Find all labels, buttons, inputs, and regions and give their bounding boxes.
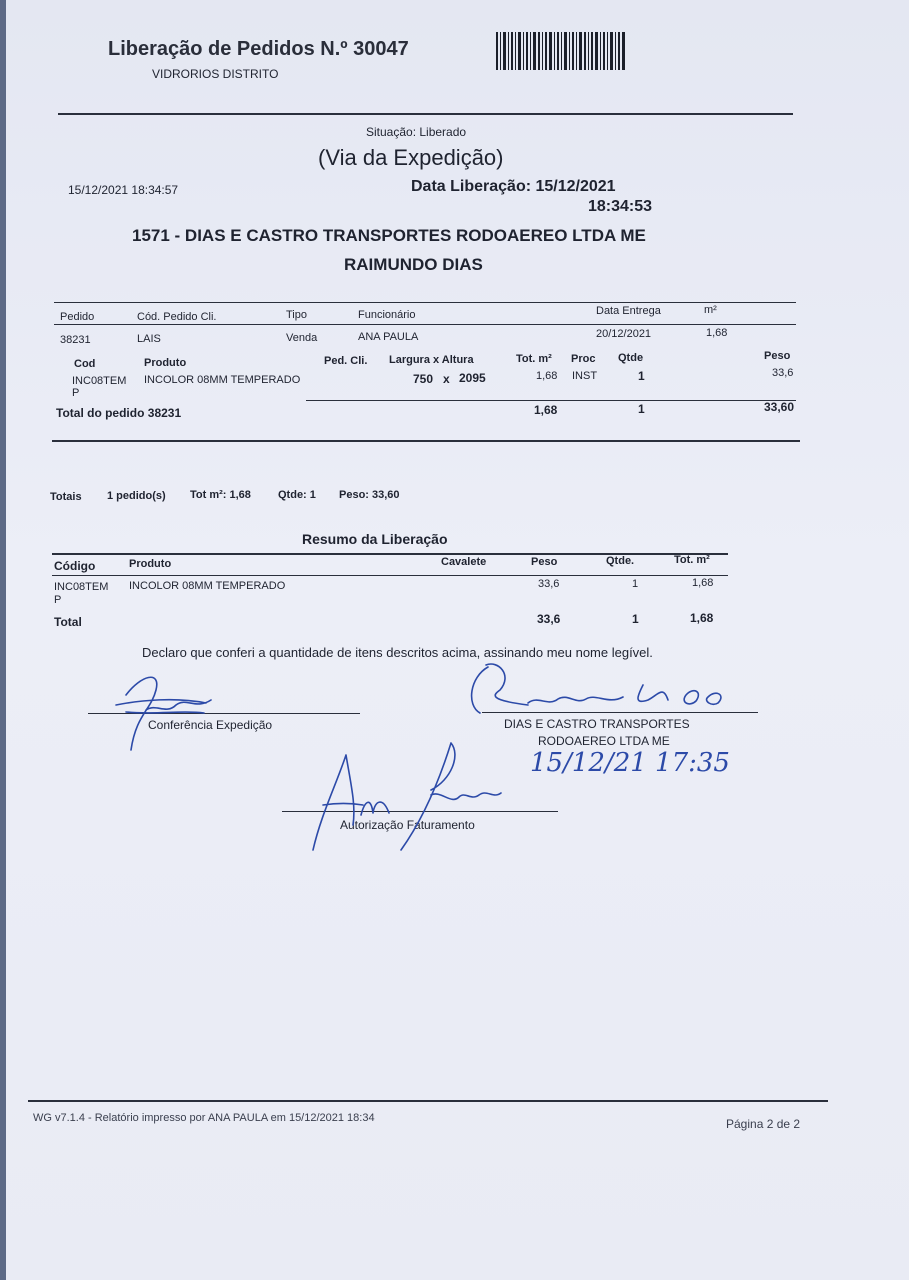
item-cod-line1: INC08TEM (72, 375, 127, 387)
via-label: (Via da Expedição) (318, 145, 504, 170)
situacao: Situação: Liberado (366, 125, 467, 139)
handwritten-signature-autorizacao (301, 735, 511, 860)
item-tot-m2: 1,68 (536, 370, 558, 382)
signature-client-line2: RODOAEREO LTDA ME (538, 734, 670, 748)
declaration-text: Declaro que conferi a quantidade de itens descritos acima, assinando meu nome legível. (142, 645, 653, 660)
signature-label-autorizacao: Autorização Faturamento (340, 818, 475, 832)
cod-pedido-cli-value: LAIS (137, 333, 161, 345)
resumo-col-codigo: Código (54, 559, 96, 573)
col-cod-pedido-cli: Cód. Pedido Cli. (137, 311, 217, 323)
barcode (496, 32, 626, 70)
resumo-total-qtde: 1 (632, 612, 639, 626)
col-data-entrega: Data Entrega (596, 305, 661, 317)
document-title: Liberação de Pedidos N.º 30047 (108, 38, 409, 60)
item-col-ped-cli: Ped. Cli. (324, 355, 368, 367)
item-altura: 2095 (459, 371, 486, 385)
header-divider (58, 113, 793, 115)
client-contact: RAIMUNDO DIAS (344, 255, 483, 274)
resumo-produto: INCOLOR 08MM TEMPERADO (129, 580, 286, 592)
signature-label-conferencia: Conferência Expedição (148, 718, 273, 732)
totais-tot-m2: Tot m²: 1,68 (190, 489, 251, 501)
resumo-header-line (52, 575, 728, 576)
totais-pedidos: 1 pedido(s) (107, 490, 166, 502)
resumo-qtde: 1 (632, 578, 639, 590)
col-funcionario: Funcionário (358, 309, 416, 321)
m2-value: 1,68 (706, 327, 728, 339)
item-x: x (443, 372, 450, 386)
data-liberacao: Data Liberação: 15/12/2021 (411, 178, 616, 195)
resumo-total-peso: 33,6 (537, 612, 561, 626)
resumo-total-label: Total (54, 615, 82, 629)
item-produto: INCOLOR 08MM TEMPERADO (144, 374, 301, 386)
totais-label: Totais (50, 491, 82, 503)
item-proc: INST (572, 370, 598, 382)
item-col-proc: Proc (571, 353, 596, 365)
resumo-total-tot-m2: 1,68 (690, 611, 714, 625)
item-col-produto: Produto (144, 357, 187, 369)
funcionario-value: ANA PAULA (358, 331, 419, 343)
totais-qtde: Qtde: 1 (278, 489, 316, 501)
item-qtde: 1 (638, 369, 645, 383)
signature-client-line1: DIAS E CASTRO TRANSPORTES (504, 717, 690, 731)
resumo-col-produto: Produto (129, 558, 172, 570)
client-name: 1571 - DIAS E CASTRO TRANSPORTES RODOAEREO LTDA ME (132, 226, 646, 245)
printed-datetime: 15/12/2021 18:34:57 (68, 183, 179, 197)
order-total-qtde: 1 (638, 402, 645, 416)
handwritten-signature-client (458, 655, 748, 725)
data-entrega-value: 20/12/2021 (596, 328, 652, 340)
item-col-largura-altura: Largura x Altura (389, 354, 474, 366)
col-tipo: Tipo (286, 309, 307, 321)
item-cod-line2: P (72, 387, 80, 399)
col-pedido: Pedido (60, 311, 95, 323)
resumo-col-tot-m2: Tot. m² (674, 554, 710, 566)
order-total-line (306, 400, 796, 401)
order-table-bottom-line (52, 440, 800, 442)
item-col-qtde: Qtde (618, 352, 644, 364)
totais-peso: Peso: 33,60 (339, 489, 400, 501)
resumo-col-cavalete: Cavalete (441, 556, 487, 568)
handwritten-signature-conferencia (86, 655, 236, 775)
order-total-label: Total do pedido 38231 (56, 406, 182, 420)
document-page (6, 0, 909, 1280)
order-header-line (54, 324, 796, 325)
resumo-codigo-line1: INC08TEM (54, 581, 109, 593)
footer-line (28, 1100, 828, 1102)
resumo-tot-m2: 1,68 (692, 577, 714, 589)
footer-printed-by: WG v7.1.4 - Relatório impresso por ANA PAULA em 15/12/2021 18:34 (33, 1112, 375, 1124)
order-total-m2: 1,68 (534, 403, 558, 417)
data-liberacao-time: 18:34:53 (588, 198, 653, 215)
item-col-tot-m2: Tot. m² (516, 353, 552, 365)
resumo-peso: 33,6 (538, 578, 560, 590)
footer-page-number: Página 2 de 2 (726, 1117, 801, 1131)
item-peso: 33,6 (772, 367, 794, 379)
col-m2: m² (704, 304, 717, 316)
item-col-cod: Cod (74, 358, 96, 370)
resumo-col-peso: Peso (531, 556, 558, 568)
handwritten-date: 15/12/21 17:35 (530, 748, 730, 778)
company-name: VIDRORIOS DISTRITO (152, 67, 279, 81)
resumo-title: Resumo da Liberação (302, 531, 448, 547)
order-total-peso: 33,60 (764, 400, 795, 414)
resumo-col-qtde: Qtde. (606, 555, 635, 567)
resumo-codigo-line2: P (54, 594, 62, 606)
tipo-value: Venda (286, 332, 318, 344)
order-table-top-line (54, 302, 796, 303)
item-col-peso: Peso (764, 350, 791, 362)
item-largura: 750 (413, 372, 434, 386)
pedido-value: 38231 (60, 334, 91, 346)
